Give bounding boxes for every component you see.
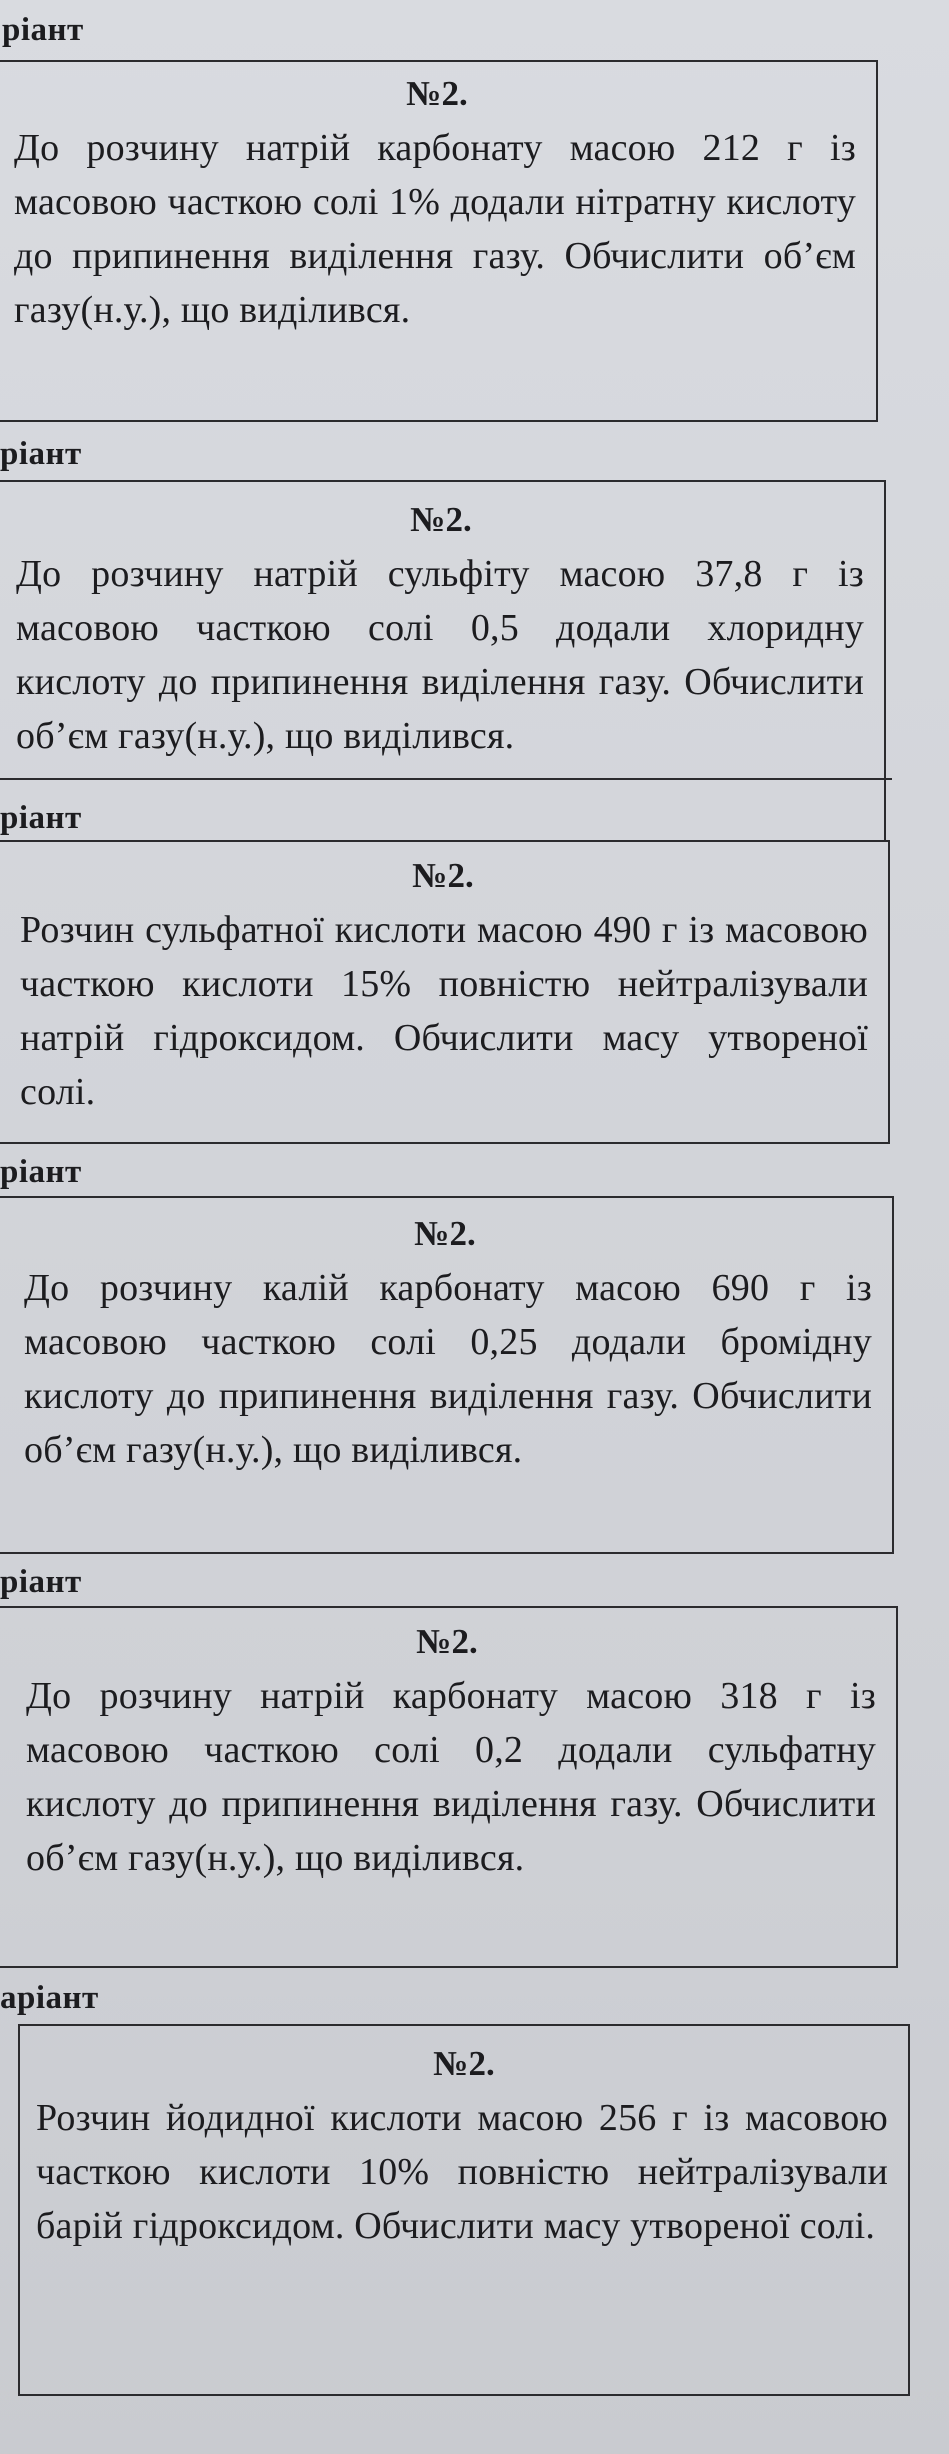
variant-block-6 — [0, 1966, 910, 2404]
variant-header: ріант — [0, 1564, 82, 1600]
task-box — [0, 1606, 898, 1968]
task-box — [18, 2024, 910, 2396]
task-box — [0, 60, 878, 422]
variant-block-5 — [0, 1552, 900, 1966]
task-text: До розчину натрій карбонату масою 212 г із масовою часткою солі 1% додали нітратну кислоту до припинення виділення газу. Обчислити об’єм газу(н.у.), що виділився. — [14, 127, 856, 331]
task-text: До розчину калій карбонату масою 690 г із масовою часткою солі 0,25 додали бромідну кислоту до припинення виділення газу. Обчислити об’єм газу(н.у.), що виділився. — [24, 1267, 872, 1471]
task-number: №2. — [416, 1622, 478, 1661]
variant-header: ріант — [0, 436, 82, 472]
task-number: №2. — [406, 74, 468, 113]
task-number: №2. — [412, 856, 474, 895]
task-number: №2. — [414, 1214, 476, 1253]
variant-block-4 — [0, 1140, 896, 1552]
variant-block-3 — [0, 778, 892, 1142]
variant-header: ріант — [0, 800, 82, 836]
task-text: Розчин сульфатної кислоти масою 490 г із масовою часткою кислоти 15% повністю нейтралізували натрій гідроксидом. Обчислити масу утвореної солі. — [20, 909, 868, 1113]
variant-header: ріант — [0, 1154, 82, 1190]
task-box — [0, 1196, 894, 1554]
task-number: №2. — [410, 500, 472, 539]
variant-header: ріант — [2, 12, 84, 48]
task-text: Розчин йодидної кислоти масою 256 г із масовою часткою кислоти 10% повністю нейтралізували барій гідроксидом. Обчислити масу утвореної солі. — [36, 2097, 888, 2247]
variant-block-2 — [0, 420, 888, 780]
task-number: №2. — [433, 2044, 495, 2083]
task-text: До розчину натрій сульфіту масою 37,8 г із масовою часткою солі 0,5 додали хлоридну кислоту до припинення виділення газу. Обчислити об’єм газу(н.у.), що виділився. — [16, 553, 864, 757]
variant-block-1 — [0, 0, 880, 420]
task-text: До розчину натрій карбонату масою 318 г із масовою часткою солі 0,2 додали сульфатну кислоту до припинення виділення газу. Обчислити об’єм газу(н.у.), що виділився. — [26, 1675, 876, 1879]
task-box — [0, 840, 890, 1144]
variant-header: аріант — [0, 1980, 99, 2016]
